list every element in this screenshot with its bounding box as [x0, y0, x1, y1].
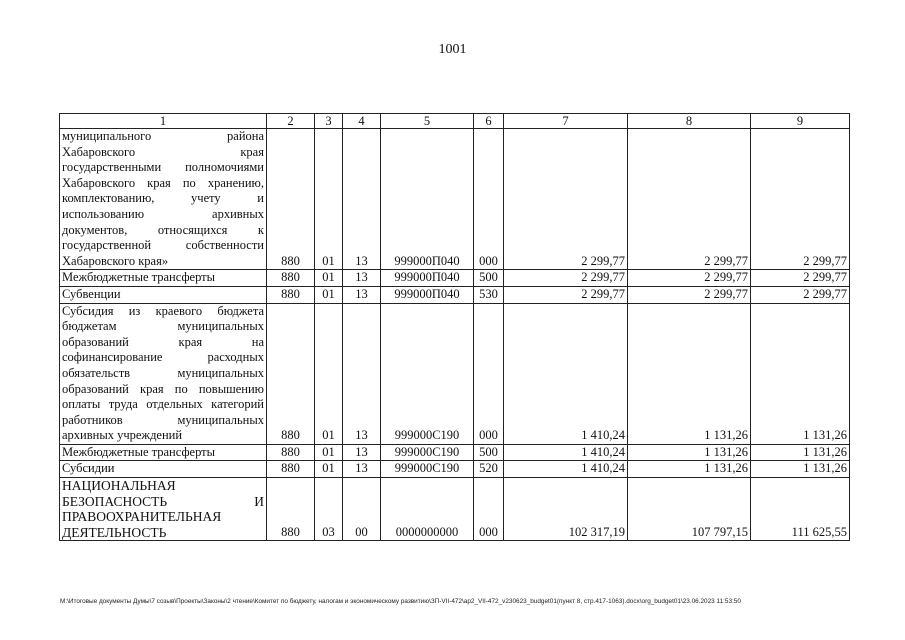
amount-col-8: 1 131,26 — [628, 303, 751, 444]
table-row — [60, 478, 850, 541]
table-row — [60, 461, 850, 478]
table-row — [60, 303, 850, 444]
expense-type-code: 520 — [474, 461, 504, 478]
column-header: 3 — [315, 114, 343, 129]
expense-type-code: 530 — [474, 286, 504, 303]
column-header: 1 — [60, 114, 267, 129]
amount-col-7: 1 410,24 — [504, 444, 628, 461]
amount-col-7: 1 410,24 — [504, 303, 628, 444]
section-code: 01 — [315, 129, 343, 270]
target-article-code: 999000П040 — [381, 286, 474, 303]
column-header: 5 — [381, 114, 474, 129]
amount-col-7: 2 299,77 — [504, 270, 628, 287]
ministry-code: 880 — [267, 444, 315, 461]
target-article-code: 0000000000 — [381, 478, 474, 541]
ministry-code: 880 — [267, 286, 315, 303]
page-number: 1001 — [438, 42, 467, 57]
ministry-code: 880 — [267, 461, 315, 478]
section-code: 01 — [315, 461, 343, 478]
ministry-code: 880 — [267, 270, 315, 287]
amount-col-8: 1 131,26 — [628, 461, 751, 478]
subsection-code: 00 — [343, 478, 381, 541]
subsection-code: 13 — [343, 444, 381, 461]
amount-col-8: 2 299,77 — [628, 129, 751, 270]
subsection-code: 13 — [343, 270, 381, 287]
file-path-footer: M:\Итоговые документы Думы\7 созыв\Проекты\Законы\2 чтение\Комитет по бюджету, налогам и экономическому развитию\ЗП-VII-472\ap2_VII-472_v230623_budget01(пункт 8, стр.417-1063).docx\org_budget01\23.06.2023 11:53:50 — [60, 598, 741, 605]
column-header: 2 — [267, 114, 315, 129]
amount-col-9: 1 131,26 — [751, 444, 850, 461]
item-name: Межбюджетные трансферты — [60, 270, 267, 287]
target-article-code: 999000С190 — [381, 303, 474, 444]
subsection-code: 13 — [343, 303, 381, 444]
ministry-code: 880 — [267, 129, 315, 270]
expense-type-code: 500 — [474, 270, 504, 287]
target-article-code: 999000С190 — [381, 461, 474, 478]
subsection-code: 13 — [343, 461, 381, 478]
item-name: Субвенции — [60, 286, 267, 303]
item-name: Межбюджетные трансферты — [60, 444, 267, 461]
item-name: Субсидия из краевого бюджета бюджетам муниципальных образований края на софинансирование расходных обязательств муниципальных образований края по повышению оплаты труда отдельных категорий работников муниципальных архивных учреждений — [60, 303, 267, 444]
expense-type-code: 000 — [474, 478, 504, 541]
expense-type-code: 500 — [474, 444, 504, 461]
column-header: 6 — [474, 114, 504, 129]
section-code: 01 — [315, 270, 343, 287]
amount-col-8: 107 797,15 — [628, 478, 751, 541]
table-row — [60, 444, 850, 461]
amount-col-8: 2 299,77 — [628, 286, 751, 303]
target-article-code: 999000П040 — [381, 270, 474, 287]
ministry-code: 880 — [267, 303, 315, 444]
amount-col-7: 1 410,24 — [504, 461, 628, 478]
amount-col-8: 1 131,26 — [628, 444, 751, 461]
item-name: муниципального района Хабаровского края государственными полномочиями Хабаровского края по хранению, комплектованию, учету и использованию архивных документов, относящихся к государственной собственности Хабаровского края» — [60, 129, 267, 270]
amount-col-9: 111 625,55 — [751, 478, 850, 541]
target-article-code: 999000П040 — [381, 129, 474, 270]
amount-col-7: 2 299,77 — [504, 286, 628, 303]
expense-type-code: 000 — [474, 303, 504, 444]
table-row — [60, 270, 850, 287]
ministry-code: 880 — [267, 478, 315, 541]
table-row — [60, 129, 850, 270]
section-code: 01 — [315, 286, 343, 303]
section-code: 03 — [315, 478, 343, 541]
section-code: 01 — [315, 303, 343, 444]
expense-type-code: 000 — [474, 129, 504, 270]
amount-col-9: 2 299,77 — [751, 286, 850, 303]
subsection-code: 13 — [343, 129, 381, 270]
amount-col-9: 2 299,77 — [751, 129, 850, 270]
column-header: 9 — [751, 114, 850, 129]
item-name: НАЦИОНАЛЬНАЯ БЕЗОПАСНОСТЬ И ПРАВООХРАНИТЕЛЬНАЯ ДЕЯТЕЛЬНОСТЬ — [60, 478, 267, 541]
table-row — [60, 286, 850, 303]
column-header: 7 — [504, 114, 628, 129]
column-number-header — [60, 114, 850, 129]
amount-col-7: 2 299,77 — [504, 129, 628, 270]
column-header: 8 — [628, 114, 751, 129]
budget-table — [59, 113, 850, 541]
section-code: 01 — [315, 444, 343, 461]
amount-col-9: 2 299,77 — [751, 270, 850, 287]
item-name: Субсидии — [60, 461, 267, 478]
amount-col-7: 102 317,19 — [504, 478, 628, 541]
amount-col-8: 2 299,77 — [628, 270, 751, 287]
amount-col-9: 1 131,26 — [751, 461, 850, 478]
amount-col-9: 1 131,26 — [751, 303, 850, 444]
column-header: 4 — [343, 114, 381, 129]
subsection-code: 13 — [343, 286, 381, 303]
target-article-code: 999000С190 — [381, 444, 474, 461]
